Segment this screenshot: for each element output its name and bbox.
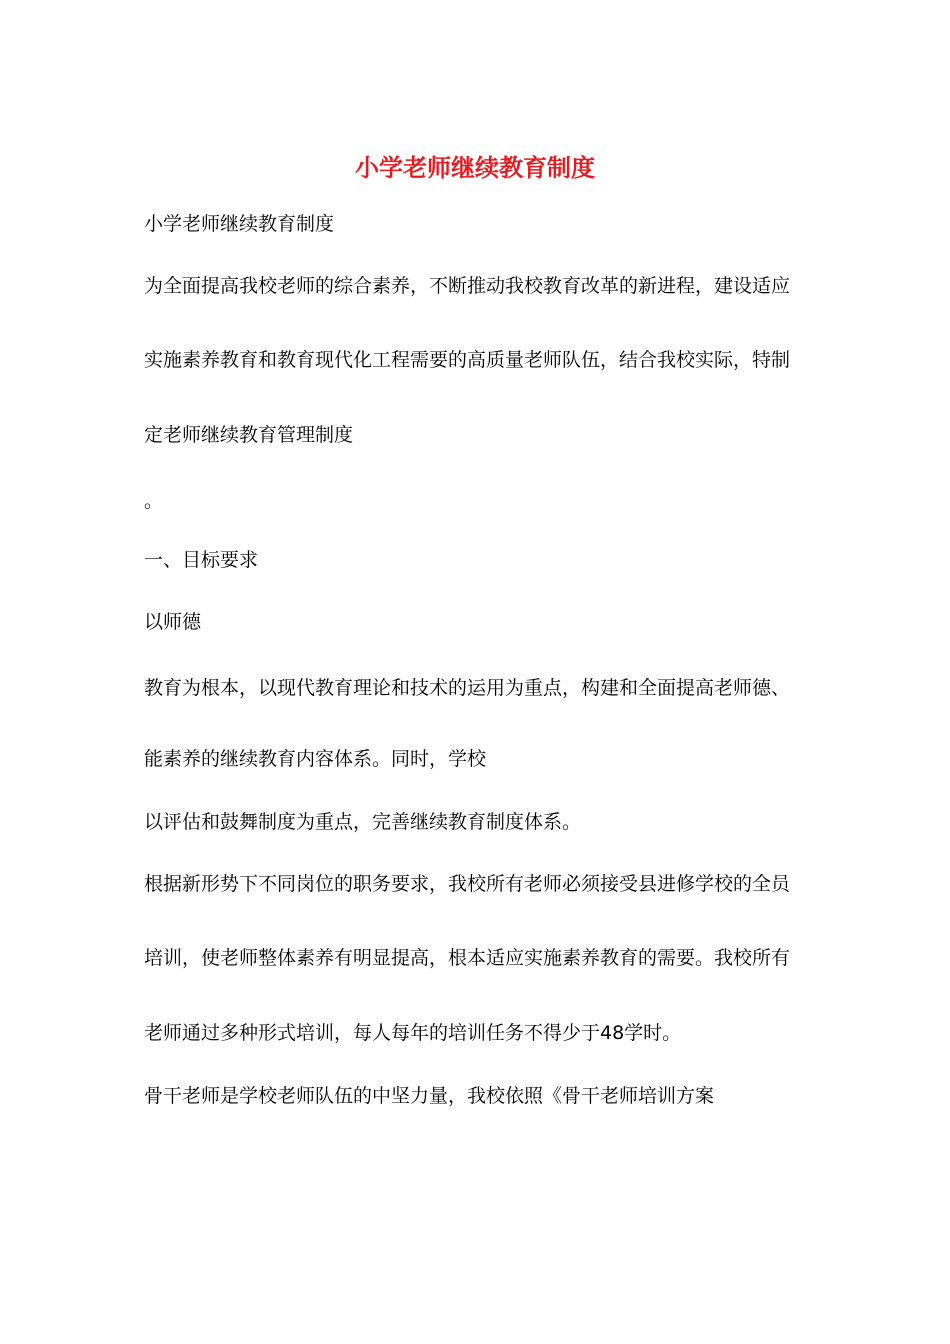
paragraph-line: 骨干老师是学校老师队伍的中坚力量，我校依照《骨干老师培训方案	[144, 1085, 715, 1107]
paragraph-line: 实施素养教育和教育现代化工程需要的高质量老师队伍，结合我校实际，特制	[144, 349, 791, 371]
paragraph-line: 教育为根本，以现代教育理论和技术的运用为重点，构建和全面提高老师德、	[144, 677, 791, 699]
paragraph-line: 以师德	[144, 611, 202, 633]
paragraph-line: 为全面提高我校老师的综合素养，不断推动我校教育改革的新进程，建设适应	[144, 275, 791, 297]
paragraph-line: 定老师继续教育管理制度	[144, 424, 354, 446]
paragraph-line: 根据新形势下不同岗位的职务要求，我校所有老师必须接受县进修学校的全员	[144, 873, 791, 895]
paragraph-line: 培训，使老师整体素养有明显提高，根本适应实施素养教育的需要。我校所有	[144, 947, 791, 969]
section-heading: 一、目标要求	[144, 549, 259, 571]
paragraph-line: 能素养的继续教育内容体系。同时，学校	[144, 748, 487, 770]
paragraph-line: 。	[144, 490, 164, 512]
subtitle-line: 小学老师继续教育制度	[144, 213, 335, 235]
paragraph-line: 老师通过多种形式培训，每人每年的培训任务不得少于48学时。	[144, 1022, 682, 1044]
document-title: 小学老师继续教育制度	[355, 153, 595, 182]
paragraph-line: 以评估和鼓舞制度为重点，完善继续教育制度体系。	[144, 811, 582, 833]
